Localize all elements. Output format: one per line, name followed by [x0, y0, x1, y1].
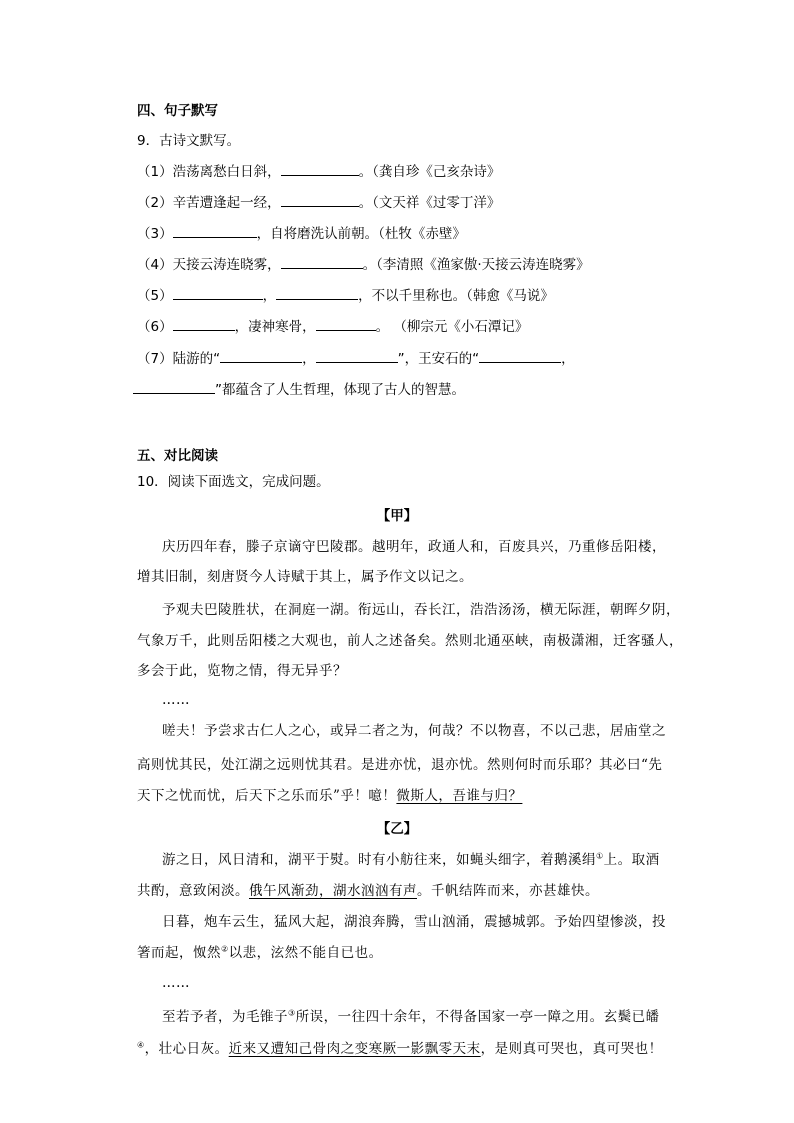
passage-jia-heading: 【甲】 — [376, 508, 418, 524]
answer-blank[interactable] — [316, 318, 376, 331]
jia-line: 嗟夫！予尝求古仁人之心，或异二者之为，何哉？不以物喜，不以己悲，居庙堂之 — [162, 723, 666, 739]
jia-line: 增其旧制，刻唐贤今人诗赋于其上，属予作文以记之。 — [137, 569, 473, 585]
dictation-item-7-cont: ”都蕴含了人生哲理，体现了古人的智慧。 — [133, 381, 465, 399]
section-5-title: 五、对比阅读 — [137, 448, 218, 464]
jia-line: 多会于此，览物之情，得无异乎？ — [137, 663, 347, 679]
answer-blank[interactable] — [173, 318, 235, 331]
yi-line: 箸而起，怓然②以悲，泫然不能自已也。 — [137, 944, 383, 961]
answer-blank[interactable] — [173, 287, 263, 300]
dictation-item-7: （7）陆游的“ ， ”，王安石的“ ， — [137, 351, 575, 367]
dictation-item-3: （3） ，自将磨洗认前朝。（杜牧《赤壁》 — [137, 226, 466, 242]
dictation-item-5: （5） ， ，不以千里称也。（韩愈《马说》 — [137, 288, 554, 304]
yi-line: 共酌，意致闲淡。俄午风渐劲，湖水汹汹有声。千帆结阵而来，亦甚雄快。 — [137, 883, 599, 899]
yi-line: ④，壮心日灰。近来又遭知己骨肉之变寒厥一影飘零天末，是则真可哭也，真可哭也！ — [137, 1040, 663, 1057]
yi-line: 游之日，风日清和，湖平于熨。时有小舫往来，如蝇头细字，着鹅溪绢①上。取酒 — [162, 851, 660, 868]
dictation-item-1: （1）浩荡离愁白日斜， 。（龚自珍《己亥杂诗》 — [137, 164, 501, 180]
answer-blank[interactable] — [281, 163, 359, 176]
underlined-sentence: 近来又遭知己骨肉之变寒厥一影飘零天末 — [228, 1041, 481, 1057]
yi-line: 日暮，炮车云生，猛风大起，湖浪奔腾，雪山汹涌，震撼城郭。予始四望惨淡，投 — [162, 914, 666, 930]
underlined-sentence: 俄午风渐劲，湖水汹汹有声 — [249, 883, 417, 899]
dictation-item-4: （4）天接云涛连晓雾， 。（李清照《渔家傲·天接云涛连晓雾》 — [137, 257, 590, 273]
answer-blank[interactable] — [316, 350, 398, 363]
answer-blank[interactable] — [281, 194, 359, 207]
dictation-item-6: （6） ，凄神寒骨， 。 （柳宗元《小石潭记》 — [137, 319, 529, 335]
yi-ellipsis: …… — [162, 975, 190, 991]
section-4-title: 四、句子默写 — [137, 103, 218, 119]
answer-blank[interactable] — [133, 381, 215, 394]
jia-line: 气象万千，此则岳阳楼之大观也，前人之述备矣。然则北通巫峡，南极潇湘，迁客骚人， — [137, 633, 683, 649]
answer-blank[interactable] — [479, 350, 561, 363]
answer-blank[interactable] — [173, 225, 257, 238]
question-9: 9．古诗文默写。 — [137, 133, 241, 149]
footnote-marker: ① — [596, 851, 604, 861]
jia-line: 天下之忧而忧，后天下之乐而乐”乎！噫！微斯人，吾谁与归？ — [137, 788, 523, 804]
footnote-marker: ④ — [137, 1040, 145, 1050]
yi-line: 至若予者，为毛锥子③所误，一往四十余年，不得备国家一亭一障之用。玄鬓已皤 — [162, 1008, 660, 1025]
footnote-marker: ② — [221, 944, 229, 954]
jia-line: 予观夫巴陵胜状，在洞庭一湖。衔远山，吞长江，浩浩汤汤，横无际涯，朝晖夕阴， — [162, 602, 680, 618]
passage-yi-heading: 【乙】 — [376, 821, 418, 837]
dictation-item-2: （2）辛苦遭逢起一经， 。（文天祥《过零丁洋》 — [137, 195, 501, 211]
question-10: 10．阅读下面选文，完成问题。 — [137, 474, 330, 490]
jia-ellipsis: …… — [162, 692, 190, 708]
answer-blank[interactable] — [220, 350, 302, 363]
footnote-marker: ③ — [288, 1008, 296, 1018]
underlined-sentence: 微斯人，吾谁与归？ — [396, 788, 523, 804]
jia-line: 庆历四年春，滕子京谪守巴陵郡。越明年，政通人和，百废具兴，乃重修岳阳楼， — [162, 539, 666, 555]
answer-blank[interactable] — [276, 287, 358, 300]
jia-line: 高则忧其民，处江湖之远则忧其君。是进亦忧，退亦忧。然则何时而乐耶？其必曰“先 — [137, 757, 663, 773]
answer-blank[interactable] — [281, 256, 363, 269]
